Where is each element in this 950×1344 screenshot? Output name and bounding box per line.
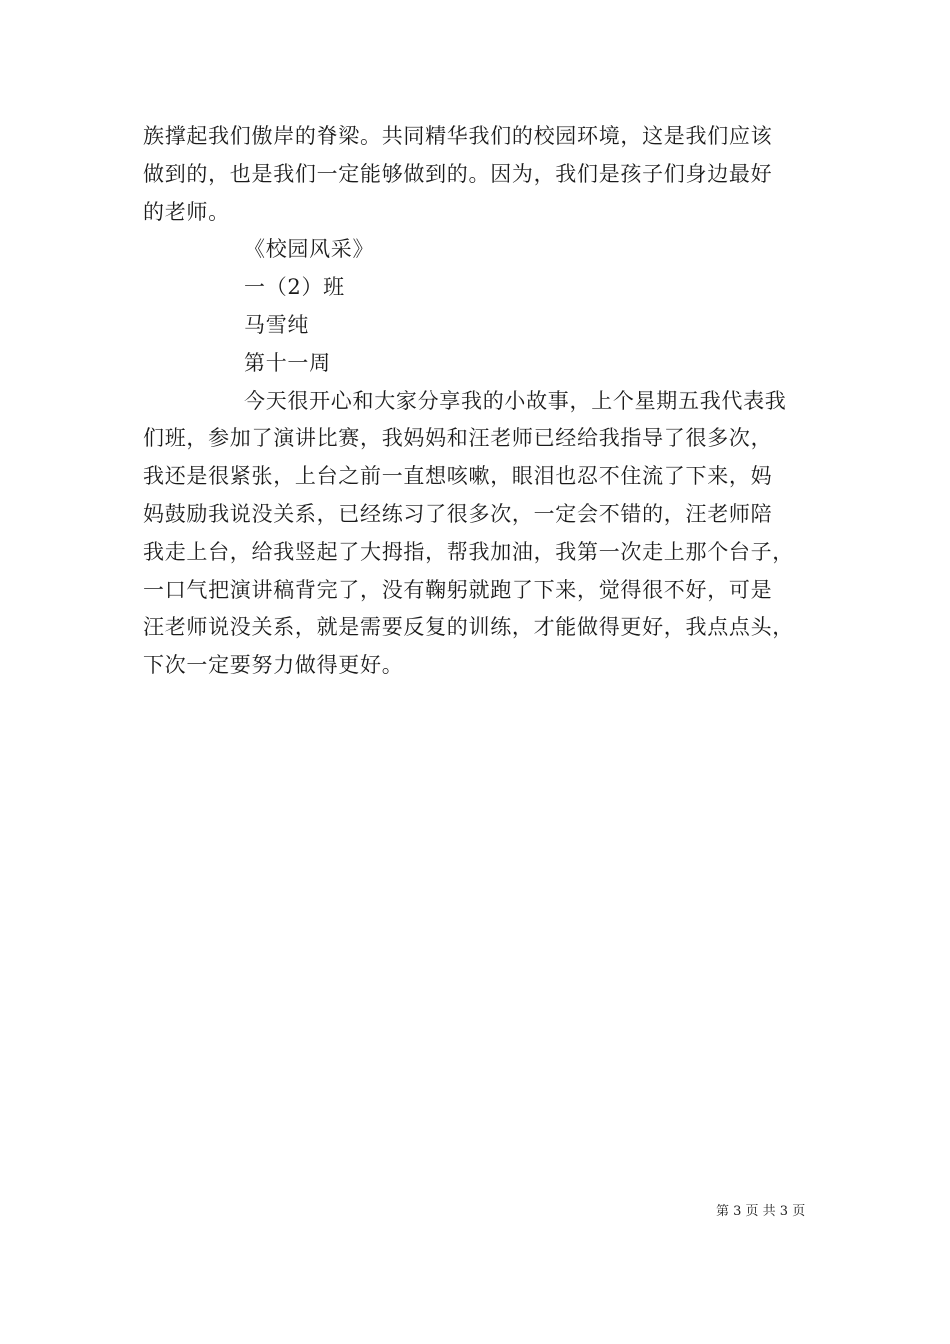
week-label: 第十一周 bbox=[244, 350, 331, 375]
paragraph-line: 的老师。 bbox=[143, 199, 230, 224]
paragraph-line: 我还是很紧张，上台之前一直想咳嗽，眼泪也忍不住流了下来，妈 bbox=[143, 464, 773, 489]
class-name: 一（2）班 bbox=[244, 275, 345, 300]
paragraph-line: 今天很开心和大家分享我的小故事，上个星期五我代表我 bbox=[244, 388, 787, 413]
paragraph-line: 们班，参加了演讲比赛，我妈妈和汪老师已经给我指导了很多次， bbox=[143, 426, 773, 451]
paragraph-line: 汪老师说没关系，就是需要反复的训练，才能做得更好，我点点头， bbox=[143, 615, 794, 640]
document-body bbox=[143, 118, 833, 685]
paragraph-line: 做到的，也是我们一定能够做到的。因为，我们是孩子们身边最好 bbox=[143, 161, 773, 186]
article-title: 《校园风采》 bbox=[244, 237, 375, 262]
page-number-footer: 第 3 页 共 3 页 bbox=[716, 1204, 806, 1219]
paragraph-line: 我走上台，给我竖起了大拇指，帮我加油，我第一次走上那个台子， bbox=[143, 539, 794, 564]
paragraph-line: 妈鼓励我说没关系，已经练习了很多次，一定会不错的，汪老师陪 bbox=[143, 501, 773, 526]
paragraph-line: 下次一定要努力做得更好。 bbox=[143, 653, 404, 678]
paragraph-line: 族撑起我们傲岸的脊梁。共同精华我们的校园环境，这是我们应该 bbox=[143, 124, 773, 148]
author-name: 马雪纯 bbox=[244, 312, 310, 337]
paragraph-line: 一口气把演讲稿背完了，没有鞠躬就跑了下来，觉得很不好，可是 bbox=[143, 577, 773, 602]
